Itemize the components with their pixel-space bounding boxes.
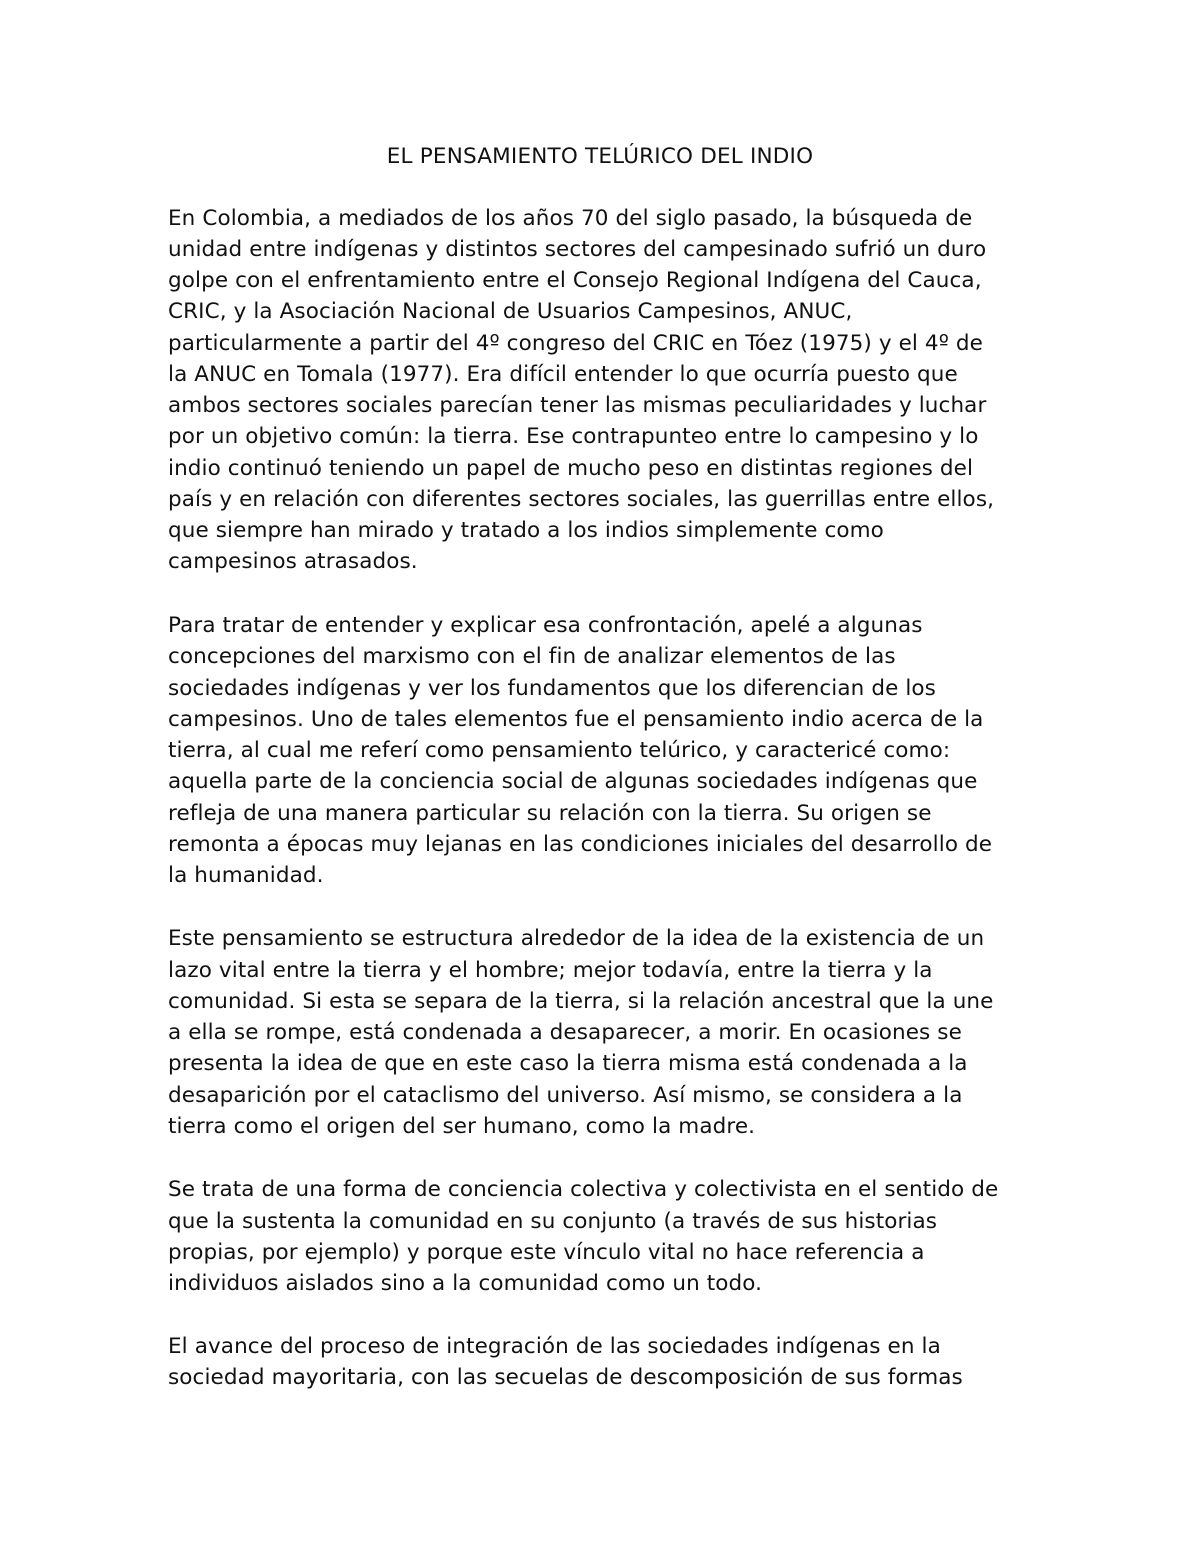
paragraph-line: a ella se rompe, está condenada a desaparecer, a morir. En ocasiones se bbox=[168, 1020, 962, 1045]
paragraph-line: Se trata de una forma de conciencia colectiva y colectivista en el sentido de bbox=[168, 1177, 999, 1202]
paragraph-line: refleja de una manera particular su relación con la tierra. Su origen se bbox=[168, 801, 932, 826]
paragraph-line: Para tratar de entender y explicar esa confrontación, apelé a algunas bbox=[168, 613, 923, 638]
paragraph-line: golpe con el enfrentamiento entre el Consejo Regional Indígena del Cauca, bbox=[168, 268, 982, 293]
paragraph-line: sociedad mayoritaria, con las secuelas de descomposición de sus formas bbox=[168, 1365, 963, 1390]
paragraph-line: individuos aislados sino a la comunidad como un todo. bbox=[168, 1271, 763, 1296]
paragraph-line: lazo vital entre la tierra y el hombre; mejor todavía, entre la tierra y la bbox=[168, 958, 933, 983]
paragraph-line: El avance del proceso de integración de las sociedades indígenas en la bbox=[168, 1334, 941, 1359]
paragraph-line: aquella parte de la conciencia social de algunas sociedades indígenas que bbox=[168, 769, 978, 794]
paragraph-line: unidad entre indígenas y distintos sectores del campesinado sufrió un duro bbox=[168, 237, 987, 262]
paragraph-line: la ANUC en Tomala (1977). Era difícil entender lo que ocurría puesto que bbox=[168, 362, 958, 387]
paragraph-line: En Colombia, a mediados de los años 70 del siglo pasado, la búsqueda de bbox=[168, 206, 973, 231]
paragraph-line: indio continuó teniendo un papel de mucho peso en distintas regiones del bbox=[168, 456, 974, 481]
paragraph-line: particularmente a partir del 4º congreso del CRIC en Tóez (1975) y el 4º de bbox=[168, 331, 983, 356]
paragraph-line: comunidad. Si esta se separa de la tierra, si la relación ancestral que la une bbox=[168, 989, 994, 1014]
paragraph-line: presenta la idea de que en este caso la tierra misma está condenada a la bbox=[168, 1051, 968, 1076]
paragraph-line: propias, por ejemplo) y porque este vínculo vital no hace referencia a bbox=[168, 1240, 925, 1265]
paragraph-line: campesinos. Uno de tales elementos fue el pensamiento indio acerca de la bbox=[168, 707, 984, 732]
paragraph-line: concepciones del marxismo con el fin de analizar elementos de las bbox=[168, 644, 896, 669]
paragraph-line: remonta a épocas muy lejanas en las condiciones iniciales del desarrollo de bbox=[168, 832, 993, 857]
paragraph-line: desaparición por el cataclismo del universo. Así mismo, se considera a la bbox=[168, 1083, 963, 1108]
paragraph-line: que siempre han mirado y tratado a los indios simplemente como bbox=[168, 518, 884, 543]
paragraph-line: ambos sectores sociales parecían tener las mismas peculiaridades y luchar bbox=[168, 393, 987, 418]
paragraph-line: que la sustenta la comunidad en su conjunto (a través de sus historias bbox=[168, 1209, 938, 1234]
paragraph-line: campesinos atrasados. bbox=[168, 549, 418, 574]
paragraph-line: país y en relación con diferentes sectores sociales, las guerrillas entre ellos, bbox=[168, 487, 995, 512]
paragraph-line: la humanidad. bbox=[168, 863, 324, 888]
paragraph-line: CRIC, y la Asociación Nacional de Usuarios Campesinos, ANUC, bbox=[168, 299, 853, 324]
paragraph-line: sociedades indígenas y ver los fundamentos que los diferencian de los bbox=[168, 676, 936, 701]
paragraph-line: Este pensamiento se estructura alrededor de la idea de la existencia de un bbox=[168, 926, 985, 951]
paragraph-line: tierra, al cual me referí como pensamiento telúrico, y caractericé como: bbox=[168, 738, 951, 763]
paragraph-line: tierra como el origen del ser humano, como la madre. bbox=[168, 1114, 756, 1139]
document-title: EL PENSAMIENTO TELÚRICO DEL INDIO bbox=[386, 144, 814, 169]
paragraph-line: por un objetivo común: la tierra. Ese contrapunteo entre lo campesino y lo bbox=[168, 424, 979, 449]
